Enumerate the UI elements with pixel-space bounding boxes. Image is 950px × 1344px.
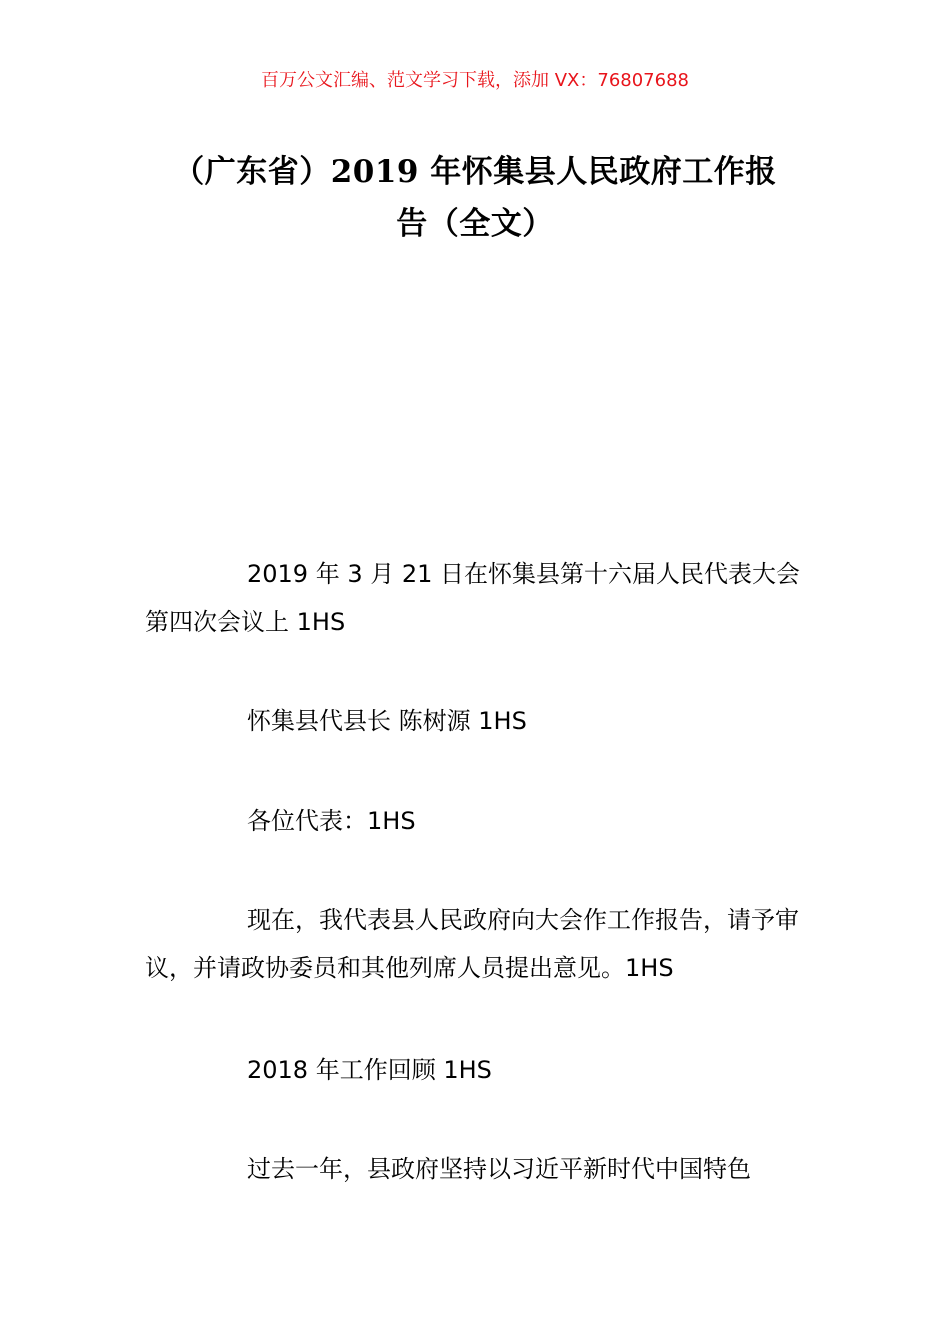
paragraph-section-heading: 2018 年工作回顾 1HS [247,1056,492,1084]
paragraph-salutation: 各位代表：1HS [247,807,416,835]
paragraph-intro: 现在，我代表县人民政府向大会作工作报告，请予审议，并请政协委员和其他列席人员提出意见。1HS [145,906,799,982]
document-title-line-2: 告（全文） [396,206,554,242]
paragraph-speaker: 怀集县代县长 陈树源 1HS [247,707,527,735]
document-title-line-1: （广东省）2019 年怀集县人民政府工作报 [173,154,777,190]
document-title [145,146,805,250]
header-promo-note: 百万公文汇编、范文学习下载，添加 VX：76807688 [261,70,689,91]
paragraph-meeting-info: 2019 年 3 月 21 日在怀集县第十六届人民代表大会第四次会议上 1HS [145,560,801,636]
paragraph-review-start: 过去一年，县政府坚持以习近平新时代中国特色 [247,1155,751,1183]
